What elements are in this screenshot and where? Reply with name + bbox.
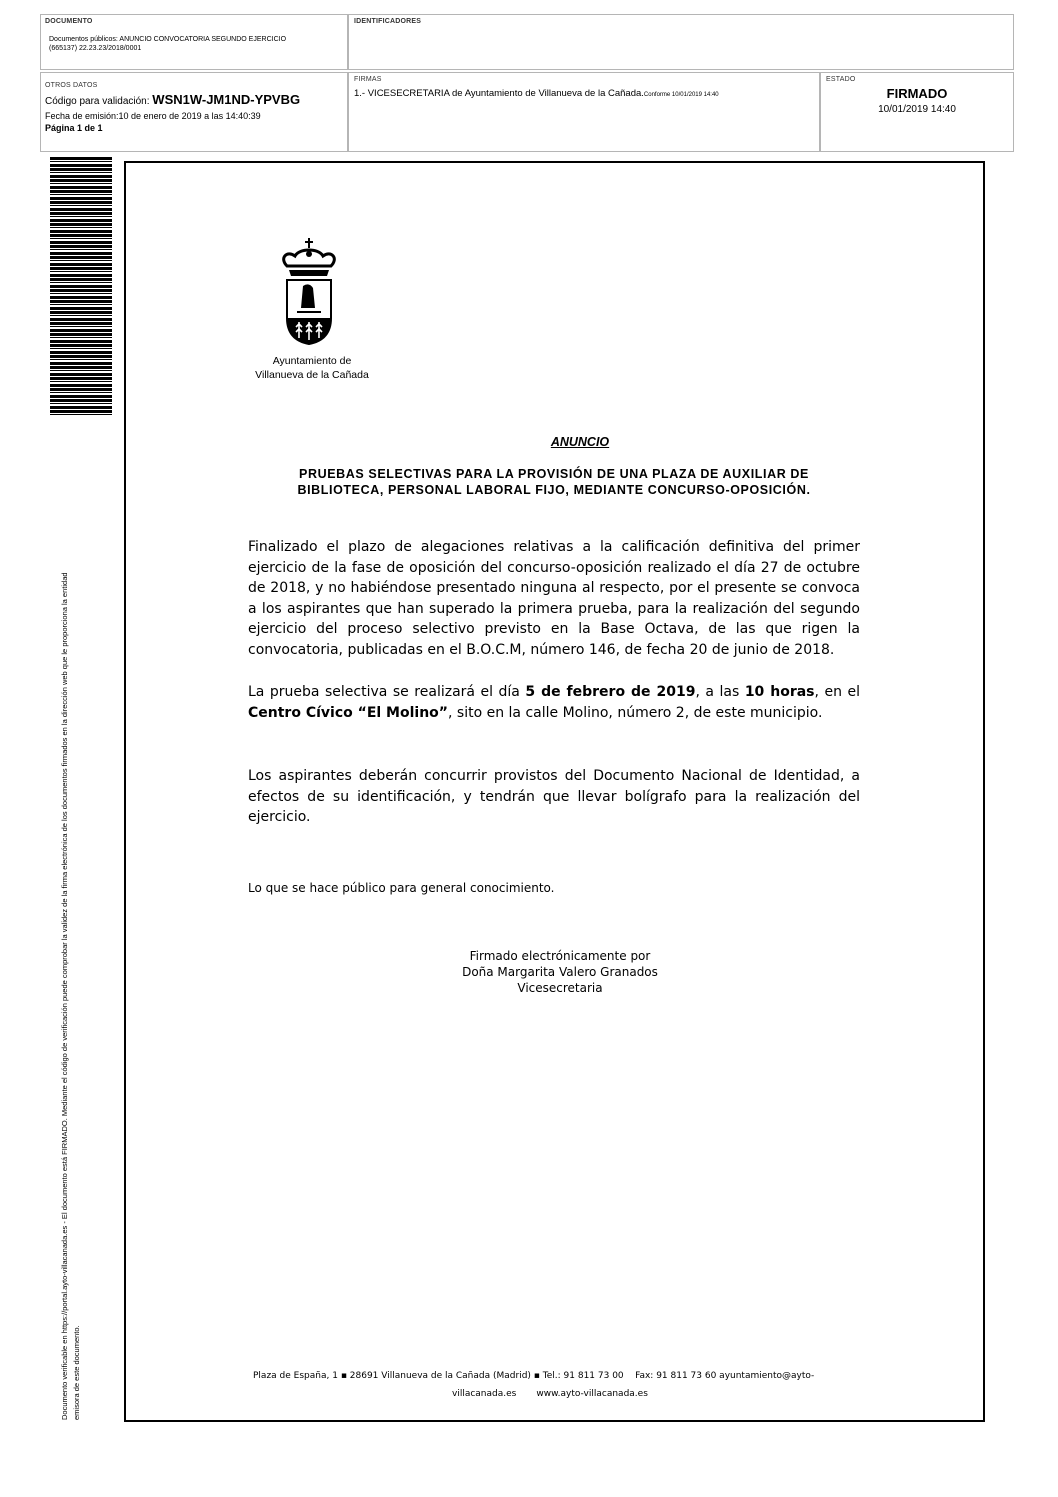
firmas-box	[348, 72, 820, 152]
subtitle-line1: PRUEBAS SELECTIVAS PARA LA PROVISIÓN DE UNA PLAZA DE AUXILIAR DE	[299, 467, 809, 481]
ayuntamiento-name-line2: Villanueva de la Cañada	[255, 369, 369, 381]
estado-date: 10/01/2019 14:40	[878, 104, 956, 115]
identificadores-label: IDENTIFICADORES	[354, 18, 422, 25]
coat-of-arms-logo	[273, 236, 345, 348]
footer-line2	[452, 1389, 648, 1399]
footer-city: 28691 Villanueva de la Cañada (Madrid)	[349, 1371, 531, 1381]
anuncio-title: ANUNCIO	[550, 435, 610, 449]
para2-text-g: , sito en la calle Molino, número 2, de este municipio.	[448, 704, 823, 721]
documento-label: DOCUMENTO	[45, 18, 93, 25]
otros-datos-label: OTROS DATOS	[45, 82, 98, 89]
closing-text: Lo que se hace público para general conocimiento.	[248, 881, 555, 895]
footer-tel: Tel.: 91 811 73 00	[542, 1371, 624, 1381]
para2-text-e: , en el	[814, 684, 860, 700]
documento-reference: (665137) 22.23.23/2018/0001	[49, 45, 142, 52]
estado-value: FIRMADO	[886, 86, 948, 101]
documento-description: Documentos públicos: ANUNCIO CONVOCATORIA SEGUNDO EJERCICIO	[49, 36, 287, 43]
paragraph-1: Finalizado el plazo de alegaciones relativas a la calificación definitiva del primer ejercicio de la fase de oposición del concurso-oposición realizado el día 27 de octubre de 2018, y no habiéndose presentado ninguna al respecto, por el presente se convoca a los aspirantes que han superado la primera prueba, para la realización del segundo ejercicio del proceso selectivo previsto en la Base Octava, de las que rigen la convocatoria, publicadas en el B.O.C.M, número 146, de fecha 20 de junio de 2018.	[248, 539, 860, 658]
identificadores-box	[348, 14, 1014, 70]
ayuntamiento-name-line1: Ayuntamiento de	[272, 355, 352, 367]
side-verification-text: Documento verificable en https://portal.ayto-villacanada.es - El documento está FIRMADO. Mediante el código de verificación puede comprobar la validez de la firma electrónica de los documentos firmados en la dirección web que le proporciona la entidad	[60, 572, 69, 1420]
codigo-label: Código para validación:	[45, 96, 150, 107]
footer-website[interactable]: www.ayto-villacanada.es	[536, 1389, 648, 1399]
firma-1-conforme: Conforme 10/01/2019 14:40	[643, 92, 719, 98]
barcode	[50, 157, 112, 415]
firma-1-text: 1.- VICESECRETARIA de Ayuntamiento de Villanueva de la Cañada.	[354, 88, 644, 99]
footer-bullet-1: ▪	[340, 1371, 350, 1381]
para2-place: Centro Cívico “El Molino”	[248, 704, 448, 721]
subtitle-line2: BIBLIOTECA, PERSONAL LABORAL FIJO, MEDIANTE CONCURSO-OPOSICIÓN.	[297, 483, 811, 497]
fecha-emision: Fecha de emisión:10 de enero de 2019 a las 14:40:39	[45, 111, 261, 121]
codigo-validacion	[45, 94, 300, 108]
signature-line3: Vicesecretaria	[517, 981, 603, 995]
para2-date: 5 de febrero de 2019	[525, 684, 696, 700]
para2-text-a: La prueba selectiva se realizará el día	[248, 684, 526, 700]
paragraph-2	[248, 682, 860, 723]
side-verification-text-2: emisora de este documento.	[72, 1325, 81, 1420]
para2-time: 10 horas	[744, 684, 815, 700]
footer-bullet-2: ▪	[533, 1371, 543, 1381]
footer-fax-email: Fax: 91 811 73 60 ayuntamiento@ayto-	[635, 1371, 815, 1381]
pagina: Página 1 de 1	[45, 123, 103, 133]
footer-email-domain: villacanada.es	[452, 1389, 517, 1399]
firma-1	[354, 88, 719, 101]
signature-line2: Doña Margarita Valero Granados	[462, 965, 658, 979]
footer-line1	[253, 1371, 814, 1381]
firmas-label: FIRMAS	[354, 76, 382, 83]
codigo-value: WSN1W-JM1ND-YPVBG	[152, 92, 301, 107]
signature-line1: Firmado electrónicamente por	[469, 949, 651, 963]
para2-text-c: , a las	[695, 684, 745, 700]
estado-label: ESTADO	[826, 76, 856, 83]
paragraph-3: Los aspirantes deberán concurrir provistos del Documento Nacional de Identidad, a efectos de su identificación, y tendrán que llevar bolígrafo para la realización del ejercicio.	[248, 768, 860, 825]
footer-address: Plaza de España, 1	[253, 1371, 338, 1381]
